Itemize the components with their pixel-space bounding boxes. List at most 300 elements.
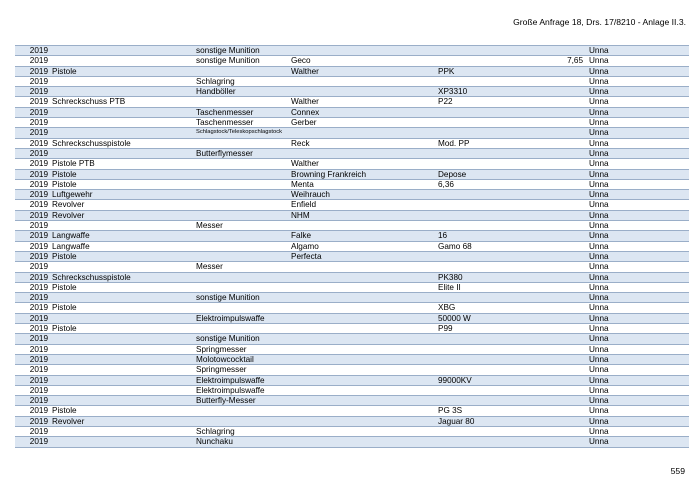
caliber-cell [503,406,589,416]
category-cell: Butterfly-Messer [196,396,291,406]
weapon-type-cell [50,334,196,344]
caliber-cell [503,437,589,447]
table-row [15,396,689,406]
authority-cell: Unna [589,179,689,189]
page-number: 559 [670,466,685,476]
caliber-cell [503,272,589,282]
category-cell: Nunchaku [196,437,291,447]
category-cell: Taschenmesser [196,118,291,128]
weapon-type-cell: Schreckschuss PTB [50,97,196,107]
weapon-type-cell [50,437,196,447]
model-cell [438,396,503,406]
authority-cell: Unna [589,293,689,303]
table-body [15,46,689,448]
authority-cell: Unna [589,138,689,148]
year-cell: 2019 [15,179,50,189]
category-cell [196,190,291,200]
model-cell [438,148,503,158]
table-row [15,334,689,344]
manufacturer-cell: Reck [291,138,438,148]
year-cell: 2019 [15,251,50,261]
category-cell [196,159,291,169]
authority-cell: Unna [589,241,689,251]
authority-cell: Unna [589,303,689,313]
table-row [15,437,689,447]
manufacturer-cell [291,303,438,313]
category-cell [196,138,291,148]
weapon-type-cell [50,46,196,56]
category-cell: sonstige Munition [196,293,291,303]
manufacturer-cell [291,354,438,364]
manufacturer-cell: Enfield [291,200,438,210]
caliber-cell [503,148,589,158]
manufacturer-cell: Weihrauch [291,190,438,200]
table-row [15,262,689,272]
caliber-cell [503,97,589,107]
model-cell: PK380 [438,272,503,282]
weapon-type-cell: Langwaffe [50,241,196,251]
table-row [15,56,689,66]
authority-cell: Unna [589,426,689,436]
caliber-cell [503,169,589,179]
weapon-type-cell [50,262,196,272]
weapon-type-cell [50,118,196,128]
weapon-type-cell: Revolver [50,210,196,220]
manufacturer-cell: Perfecta [291,251,438,261]
model-cell [438,107,503,117]
manufacturer-cell [291,437,438,447]
table-row [15,118,689,128]
category-cell: Schlagring [196,426,291,436]
table-row [15,282,689,292]
category-cell [196,97,291,107]
table-row [15,313,689,323]
model-cell [438,344,503,354]
category-cell: Elektroimpulswaffe [196,385,291,395]
year-cell: 2019 [15,416,50,426]
category-cell [196,200,291,210]
model-cell [438,76,503,86]
year-cell: 2019 [15,365,50,375]
year-cell: 2019 [15,190,50,200]
model-cell: P22 [438,97,503,107]
weapon-type-cell: Pistole [50,303,196,313]
authority-cell: Unna [589,344,689,354]
caliber-cell [503,138,589,148]
category-cell [196,282,291,292]
category-cell: sonstige Munition [196,56,291,66]
weapon-type-cell [50,354,196,364]
caliber-cell: 7,65 [503,56,589,66]
authority-cell: Unna [589,118,689,128]
manufacturer-cell [291,375,438,385]
year-cell: 2019 [15,66,50,76]
caliber-cell [503,365,589,375]
caliber-cell [503,334,589,344]
year-cell: 2019 [15,76,50,86]
table-row [15,169,689,179]
year-cell: 2019 [15,56,50,66]
manufacturer-cell: Connex [291,107,438,117]
caliber-cell [503,159,589,169]
year-cell: 2019 [15,169,50,179]
weapon-type-cell [50,313,196,323]
weapon-type-cell: Pistole [50,324,196,334]
manufacturer-cell [291,426,438,436]
year-cell: 2019 [15,97,50,107]
manufacturer-cell [291,324,438,334]
model-cell: P99 [438,324,503,334]
authority-cell: Unna [589,375,689,385]
model-cell [438,159,503,169]
category-cell: Springmesser [196,344,291,354]
manufacturer-cell: Browning Frankreich [291,169,438,179]
year-cell: 2019 [15,282,50,292]
table-row [15,303,689,313]
category-cell: sonstige Munition [196,46,291,56]
model-cell [438,365,503,375]
authority-cell: Unna [589,416,689,426]
weapon-type-cell [50,365,196,375]
weapon-type-cell: Pistole [50,282,196,292]
manufacturer-cell [291,87,438,97]
manufacturer-cell [291,272,438,282]
year-cell: 2019 [15,437,50,447]
model-cell: Gamo 68 [438,241,503,251]
category-cell [196,210,291,220]
manufacturer-cell [291,221,438,231]
year-cell: 2019 [15,303,50,313]
year-cell: 2019 [15,46,50,56]
weapon-type-cell: Langwaffe [50,231,196,241]
manufacturer-cell [291,262,438,272]
weapon-type-cell: Pistole [50,169,196,179]
manufacturer-cell [291,365,438,375]
year-cell: 2019 [15,231,50,241]
caliber-cell [503,416,589,426]
category-cell [196,416,291,426]
category-cell: Taschenmesser [196,107,291,117]
category-cell [196,179,291,189]
caliber-cell [503,396,589,406]
category-cell: Elektroimpulswaffe [196,375,291,385]
category-cell [196,231,291,241]
model-cell: 50000 W [438,313,503,323]
caliber-cell [503,66,589,76]
caliber-cell [503,375,589,385]
authority-cell: Unna [589,324,689,334]
year-cell: 2019 [15,406,50,416]
authority-cell: Unna [589,76,689,86]
table-row [15,406,689,416]
category-cell: Springmesser [196,365,291,375]
category-cell: Schlagstock/Teleskopschlagstock [196,128,291,138]
manufacturer-cell: Walther [291,66,438,76]
year-cell: 2019 [15,107,50,117]
weapon-type-cell: Pistole [50,251,196,261]
manufacturer-cell: Gerber [291,118,438,128]
table-row [15,97,689,107]
manufacturer-cell [291,282,438,292]
weapon-type-cell: Luftgewehr [50,190,196,200]
model-cell [438,56,503,66]
weapon-type-cell: Pistole PTB [50,159,196,169]
authority-cell: Unna [589,354,689,364]
table-row [15,344,689,354]
model-cell [438,354,503,364]
manufacturer-cell [291,148,438,158]
manufacturer-cell [291,293,438,303]
year-cell: 2019 [15,138,50,148]
manufacturer-cell: Geco [291,56,438,66]
category-cell [196,169,291,179]
weapon-type-cell: Revolver [50,416,196,426]
model-cell [438,210,503,220]
year-cell: 2019 [15,118,50,128]
caliber-cell [503,107,589,117]
authority-cell: Unna [589,406,689,416]
caliber-cell [503,241,589,251]
weapon-type-cell [50,385,196,395]
manufacturer-cell [291,406,438,416]
model-cell [438,128,503,138]
model-cell: Jaguar 80 [438,416,503,426]
model-cell [438,221,503,231]
category-cell [196,303,291,313]
authority-cell: Unna [589,231,689,241]
year-cell: 2019 [15,334,50,344]
model-cell: XBG [438,303,503,313]
table-row [15,76,689,86]
authority-cell: Unna [589,46,689,56]
authority-cell: Unna [589,128,689,138]
model-cell [438,46,503,56]
year-cell: 2019 [15,396,50,406]
table-row [15,221,689,231]
caliber-cell [503,190,589,200]
category-cell: Messer [196,221,291,231]
table-row [15,107,689,117]
table-row [15,66,689,76]
category-cell [196,241,291,251]
caliber-cell [503,210,589,220]
table-row [15,128,689,138]
manufacturer-cell: Falke [291,231,438,241]
table-row [15,293,689,303]
table-row [15,241,689,251]
category-cell [196,406,291,416]
model-cell: PPK [438,66,503,76]
caliber-cell [503,385,589,395]
weapon-type-cell [50,128,196,138]
page-header-title: Große Anfrage 18, Drs. 17/8210 - Anlage II.3. [513,17,686,27]
weapon-type-cell [50,76,196,86]
category-cell: Handböller [196,87,291,97]
year-cell: 2019 [15,426,50,436]
year-cell: 2019 [15,385,50,395]
year-cell: 2019 [15,354,50,364]
weapon-type-cell [50,344,196,354]
manufacturer-cell [291,313,438,323]
year-cell: 2019 [15,375,50,385]
table-row [15,159,689,169]
table-row [15,190,689,200]
category-cell: Elektroimpulswaffe [196,313,291,323]
model-cell [438,385,503,395]
caliber-cell [503,128,589,138]
weapon-type-cell: Revolver [50,200,196,210]
manufacturer-cell: NHM [291,210,438,220]
manufacturer-cell [291,416,438,426]
weapon-type-cell: Pistole [50,66,196,76]
authority-cell: Unna [589,190,689,200]
category-cell [196,324,291,334]
model-cell: 99000KV [438,375,503,385]
model-cell: XP3310 [438,87,503,97]
weapon-type-cell: Schreckschusspistole [50,272,196,282]
caliber-cell [503,426,589,436]
year-cell: 2019 [15,241,50,251]
model-cell [438,200,503,210]
weapon-type-cell: Schreckschusspistole [50,138,196,148]
authority-cell: Unna [589,221,689,231]
caliber-cell [503,179,589,189]
caliber-cell [503,313,589,323]
caliber-cell [503,46,589,56]
category-cell [196,251,291,261]
table-row [15,385,689,395]
category-cell: Messer [196,262,291,272]
authority-cell: Unna [589,159,689,169]
authority-cell: Unna [589,396,689,406]
manufacturer-cell: Menta [291,179,438,189]
authority-cell: Unna [589,148,689,158]
manufacturer-cell [291,128,438,138]
data-table [15,45,689,448]
model-cell: 6,36 [438,179,503,189]
caliber-cell [503,344,589,354]
table-row [15,375,689,385]
manufacturer-cell [291,46,438,56]
table-row [15,416,689,426]
authority-cell: Unna [589,87,689,97]
authority-cell: Unna [589,385,689,395]
authority-cell: Unna [589,334,689,344]
caliber-cell [503,293,589,303]
authority-cell: Unna [589,282,689,292]
manufacturer-cell [291,385,438,395]
manufacturer-cell [291,396,438,406]
year-cell: 2019 [15,87,50,97]
caliber-cell [503,87,589,97]
year-cell: 2019 [15,262,50,272]
model-cell [438,262,503,272]
authority-cell: Unna [589,169,689,179]
weapon-type-cell [50,293,196,303]
authority-cell: Unna [589,97,689,107]
caliber-cell [503,262,589,272]
year-cell: 2019 [15,313,50,323]
year-cell: 2019 [15,128,50,138]
category-cell [196,272,291,282]
model-cell: Depose [438,169,503,179]
category-cell: Butterflymesser [196,148,291,158]
table-row [15,210,689,220]
caliber-cell [503,231,589,241]
year-cell: 2019 [15,293,50,303]
year-cell: 2019 [15,210,50,220]
year-cell: 2019 [15,159,50,169]
caliber-cell [503,200,589,210]
caliber-cell [503,303,589,313]
authority-cell: Unna [589,210,689,220]
table-row [15,138,689,148]
authority-cell: Unna [589,251,689,261]
manufacturer-cell: Walther [291,159,438,169]
authority-cell: Unna [589,200,689,210]
authority-cell: Unna [589,313,689,323]
weapon-type-cell [50,107,196,117]
year-cell: 2019 [15,344,50,354]
category-cell: Schlagring [196,76,291,86]
model-cell [438,293,503,303]
model-cell [438,118,503,128]
caliber-cell [503,221,589,231]
weapon-type-cell [50,221,196,231]
model-cell: Mod. PP [438,138,503,148]
weapon-type-cell [50,56,196,66]
manufacturer-cell [291,334,438,344]
weapon-type-cell [50,375,196,385]
model-cell: Elite II [438,282,503,292]
authority-cell: Unna [589,262,689,272]
model-cell [438,190,503,200]
manufacturer-cell [291,344,438,354]
category-cell: sonstige Munition [196,334,291,344]
year-cell: 2019 [15,272,50,282]
category-cell: Molotowcocktail [196,354,291,364]
authority-cell: Unna [589,272,689,282]
table-row [15,179,689,189]
model-cell: 16 [438,231,503,241]
year-cell: 2019 [15,200,50,210]
weapon-type-cell [50,396,196,406]
caliber-cell [503,76,589,86]
weapon-type-cell [50,148,196,158]
caliber-cell [503,324,589,334]
weapon-type-cell [50,426,196,436]
model-cell [438,437,503,447]
manufacturer-cell [291,76,438,86]
table-row [15,87,689,97]
model-cell: PG 3S [438,406,503,416]
weapon-type-cell: Pistole [50,406,196,416]
authority-cell: Unna [589,365,689,375]
table-row [15,251,689,261]
authority-cell: Unna [589,66,689,76]
table-row [15,272,689,282]
caliber-cell [503,251,589,261]
model-cell [438,426,503,436]
manufacturer-cell: Algamo [291,241,438,251]
caliber-cell [503,354,589,364]
table-row [15,200,689,210]
model-cell [438,251,503,261]
model-cell [438,334,503,344]
weapon-type-cell [50,87,196,97]
table-row [15,365,689,375]
year-cell: 2019 [15,324,50,334]
